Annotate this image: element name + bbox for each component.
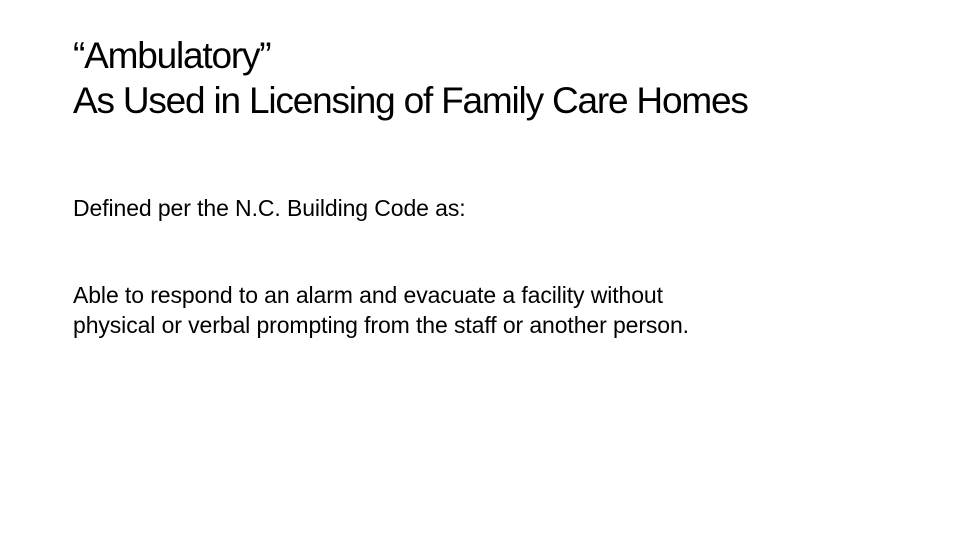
slide-title — [73, 33, 933, 123]
title-line-1: “Ambulatory” — [73, 35, 271, 76]
definition-line-2: physical or verbal prompting from the staff or another person. — [73, 312, 689, 338]
definition-text — [73, 280, 933, 340]
title-line-2: As Used in Licensing of Family Care Homes — [73, 80, 748, 121]
definition-intro-text: Defined per the N.C. Building Code as: — [73, 195, 466, 221]
definition-intro — [73, 193, 933, 223]
definition-line-1: Able to respond to an alarm and evacuate a facility without — [73, 282, 663, 308]
